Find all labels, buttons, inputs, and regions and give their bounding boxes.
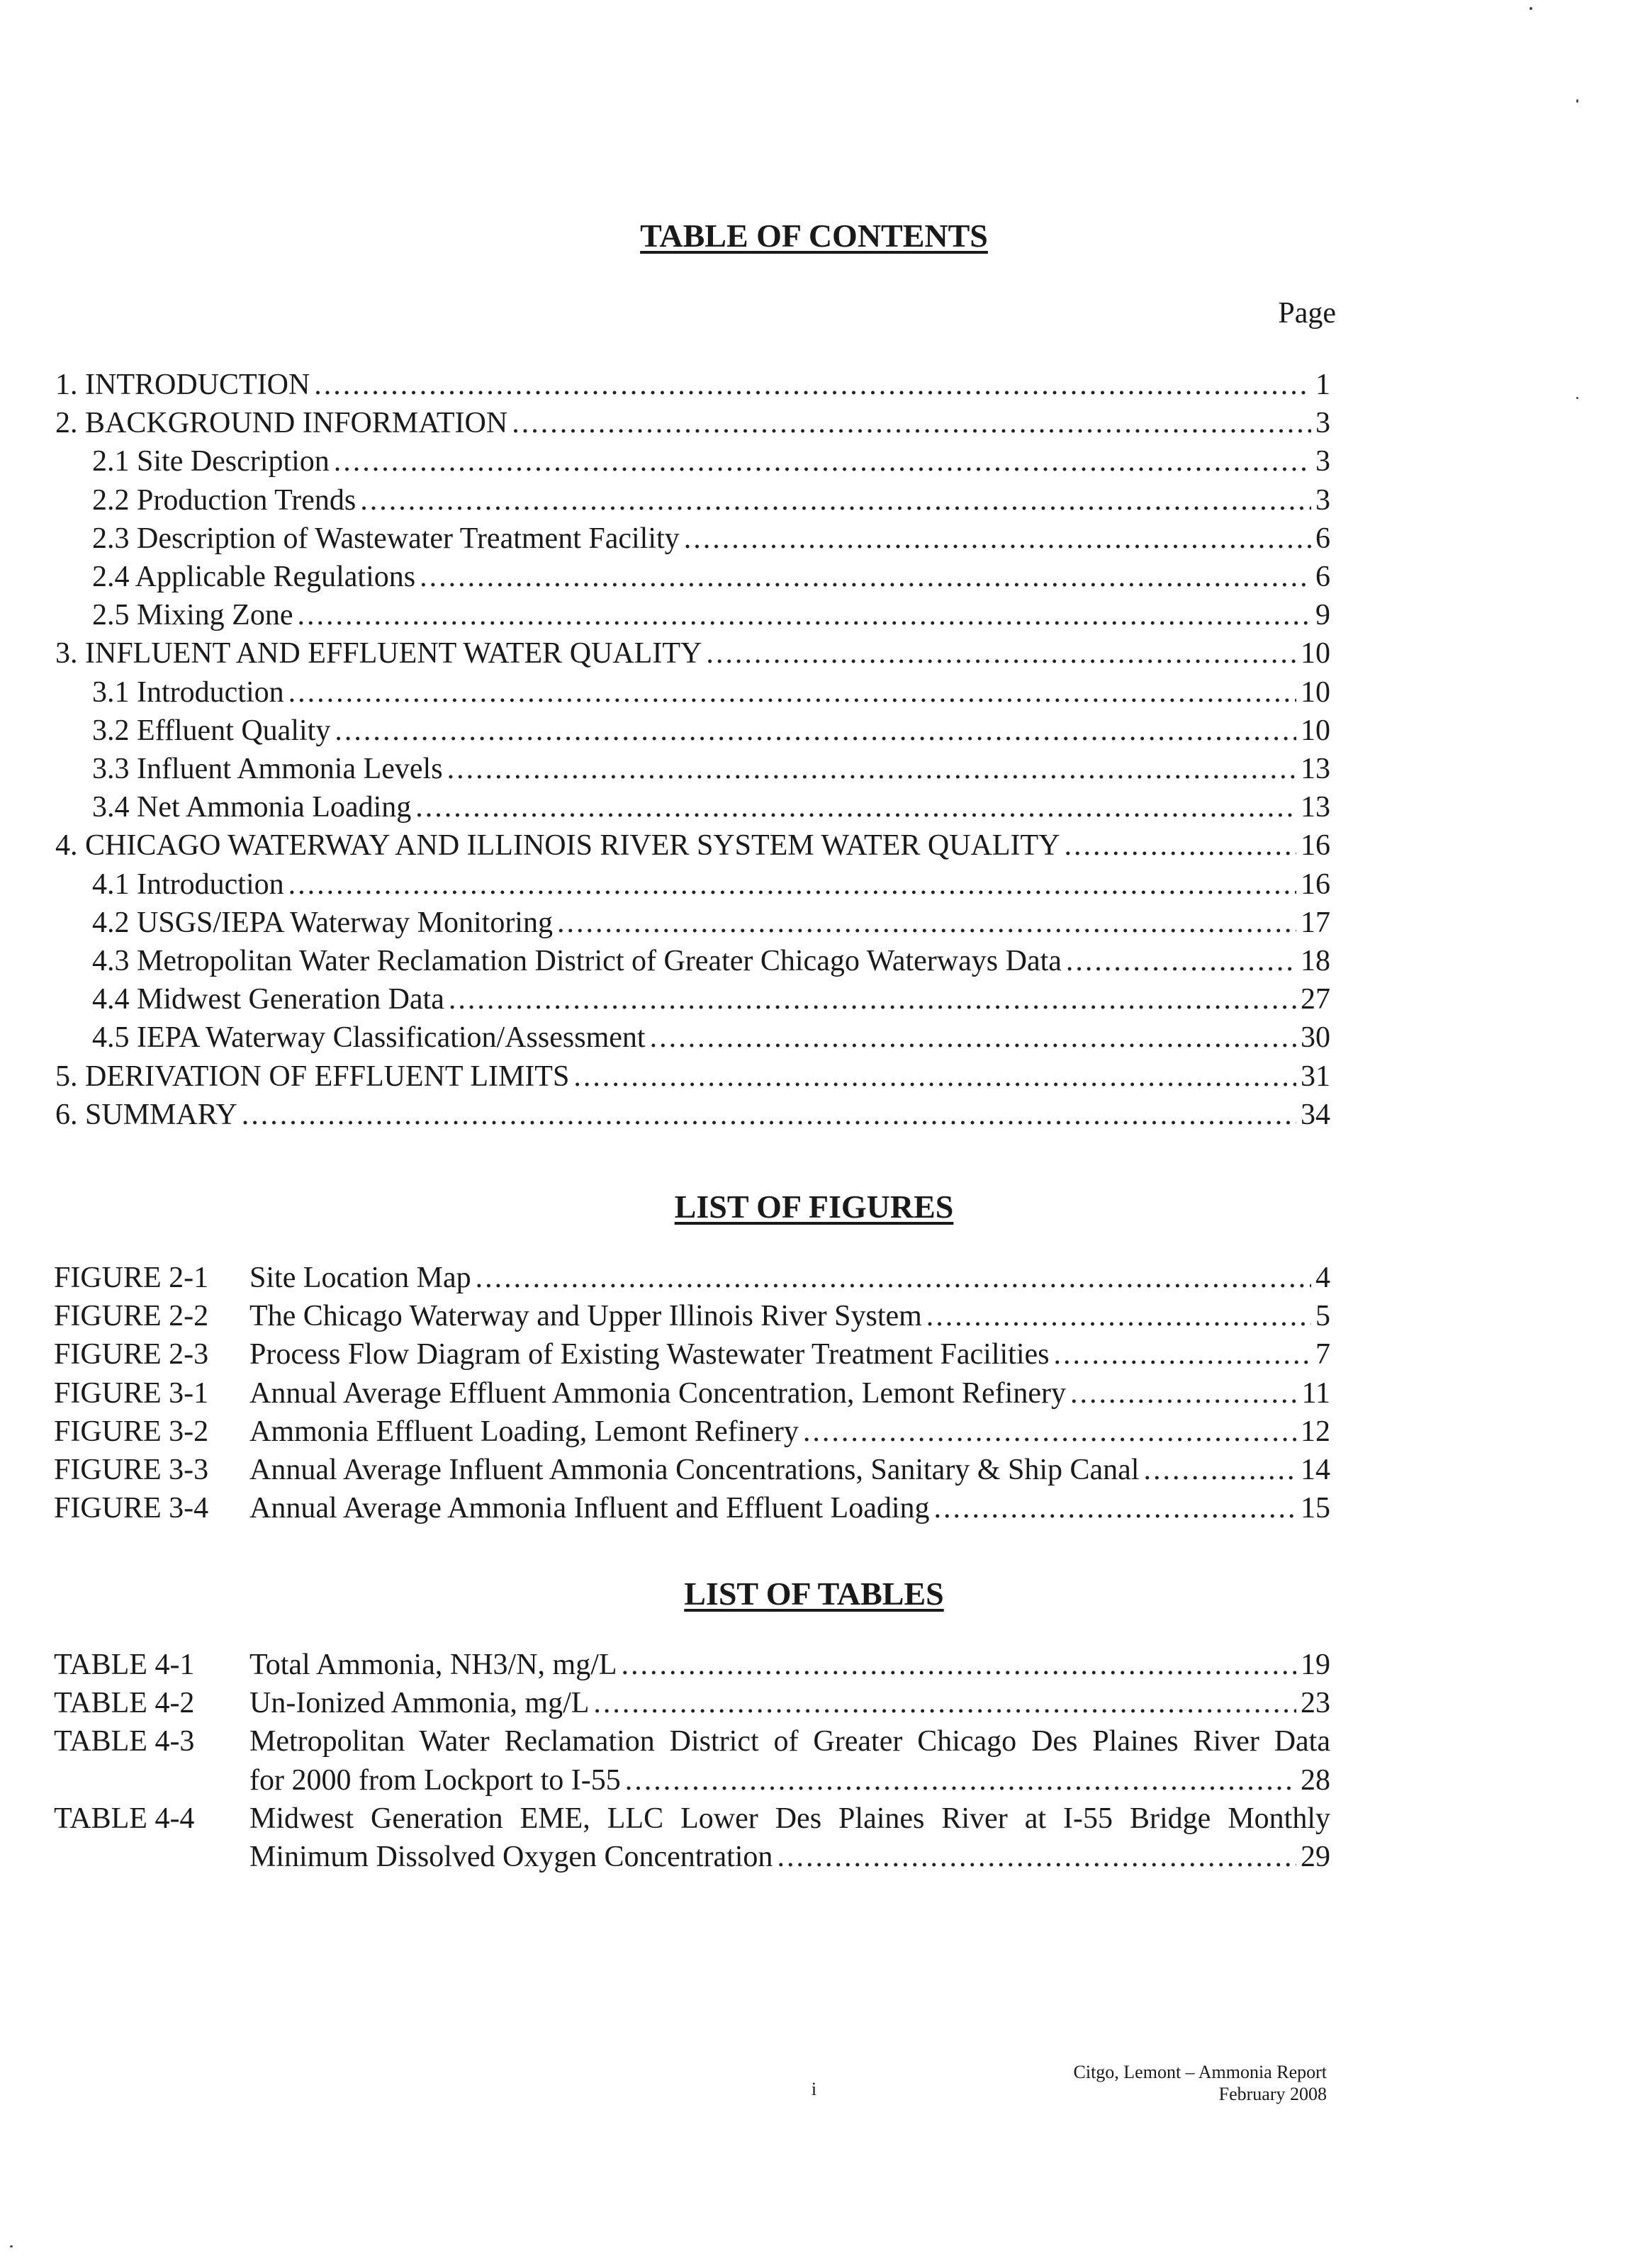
table-label: TABLE 4-1 xyxy=(54,1649,195,1681)
toc-entry-page: 1 xyxy=(1315,369,1330,401)
toc-entry-title: 4. CHICAGO WATERWAY AND ILLINOIS RIVER SYSTEM WATER QUALITY xyxy=(55,829,1060,863)
toc-entry-title: 1. INTRODUCTION xyxy=(55,369,310,401)
figure-entry xyxy=(249,1263,1330,1293)
toc-entry-page: 13 xyxy=(1301,753,1330,785)
figure-entry xyxy=(249,1376,1330,1410)
toc-entry-page: 13 xyxy=(1301,791,1330,824)
toc-subsection-entry xyxy=(92,485,1330,515)
scan-speck xyxy=(10,2245,13,2247)
figure-entry xyxy=(249,1417,1330,1447)
dot-leader xyxy=(288,870,1296,899)
table-title-line1: Metropolitan Water Reclamation District of Greater Chicago Des Plaines River Data xyxy=(249,1725,1330,1758)
footer-date: February 2008 xyxy=(1218,2084,1327,2105)
figure-entry xyxy=(249,1455,1330,1485)
dot-leader xyxy=(557,908,1296,938)
figure-page: 5 xyxy=(1315,1300,1330,1333)
dot-leader xyxy=(512,408,1311,438)
dot-leader xyxy=(625,1765,1296,1795)
toc-subsection-entry xyxy=(92,792,1330,822)
scan-speck xyxy=(1576,99,1578,103)
toc-subsection-entry xyxy=(92,984,1330,1014)
figure-page: 4 xyxy=(1315,1262,1330,1294)
toc-entry-title: 2.2 Production Trends xyxy=(92,483,357,517)
toc-entry-page: 16 xyxy=(1301,868,1330,901)
figure-entry xyxy=(249,1493,1330,1523)
toc-subsection-entry xyxy=(92,754,1330,784)
dot-leader xyxy=(622,1650,1296,1680)
table-title-line1: Midwest Generation EME, LLC Lower Des Plaines River at I-55 Bridge Monthly xyxy=(249,1802,1330,1835)
dot-leader xyxy=(314,370,1311,400)
toc-entry-page: 3 xyxy=(1315,483,1330,517)
toc-heading: TABLE OF CONTENTS xyxy=(640,218,988,254)
toc-entry-title: 2.4 Applicable Regulations xyxy=(92,561,416,593)
dot-leader xyxy=(777,1842,1296,1872)
toc-entry-title: 6. SUMMARY xyxy=(55,1098,237,1131)
dot-leader xyxy=(593,1688,1296,1718)
toc-section-entry xyxy=(55,1062,1330,1091)
toc-entry-title: 2.1 Site Description xyxy=(92,445,330,478)
toc-subsection-entry xyxy=(92,870,1330,899)
toc-entry-page: 16 xyxy=(1301,829,1330,863)
toc-entry-title: 4.3 Metropolitan Water Reclamation District of Greater Chicago Waterways Data xyxy=(92,945,1062,977)
figure-title: Process Flow Diagram of Existing Wastewater Treatment Facilities xyxy=(249,1338,1050,1371)
toc-entry-title: 3. INFLUENT AND EFFLUENT WATER QUALITY xyxy=(55,637,702,670)
dot-leader xyxy=(447,754,1296,784)
toc-entry-title: 3.3 Influent Ammonia Levels xyxy=(92,753,443,785)
dot-leader xyxy=(1143,1455,1296,1485)
scan-speck xyxy=(1529,7,1532,10)
toc-subsection-entry xyxy=(92,908,1330,938)
table-title: Un-Ionized Ammonia, mg/L xyxy=(249,1687,590,1720)
figure-label: FIGURE 2-1 xyxy=(54,1262,209,1294)
toc-entry-page: 18 xyxy=(1301,945,1330,977)
page-column-label: Page xyxy=(1278,297,1336,330)
toc-entry-page: 6 xyxy=(1315,522,1330,555)
toc-entry-page: 9 xyxy=(1315,599,1330,632)
figure-title: The Chicago Waterway and Upper Illinois River System xyxy=(249,1300,922,1333)
toc-entry-title: 2. BACKGROUND INFORMATION xyxy=(55,407,508,440)
dot-leader xyxy=(684,524,1311,554)
toc-entry-page: 3 xyxy=(1315,407,1330,440)
dot-leader xyxy=(420,562,1311,592)
figure-entry xyxy=(249,1301,1330,1331)
table-page: 19 xyxy=(1301,1649,1330,1681)
toc-entry-page: 3 xyxy=(1315,445,1330,478)
dot-leader xyxy=(926,1301,1311,1331)
dot-leader xyxy=(335,716,1296,746)
toc-section-entry xyxy=(55,370,1330,400)
dot-leader xyxy=(449,984,1296,1014)
toc-section-entry xyxy=(55,408,1330,438)
figure-label: FIGURE 3-1 xyxy=(54,1376,209,1410)
dot-leader xyxy=(288,678,1296,707)
dot-leader xyxy=(1070,1379,1298,1408)
scan-speck xyxy=(1576,397,1578,399)
dot-leader xyxy=(476,1263,1311,1293)
toc-entry-title: 4.4 Midwest Generation Data xyxy=(92,983,444,1016)
dot-leader xyxy=(297,600,1311,630)
figure-label: FIGURE 3-4 xyxy=(54,1492,209,1525)
figure-title: Annual Average Ammonia Influent and Effluent Loading xyxy=(249,1492,930,1525)
toc-entry-title: 4.1 Introduction xyxy=(92,868,284,901)
toc-entry-page: 34 xyxy=(1301,1098,1330,1131)
toc-entry-title: 4.2 USGS/IEPA Waterway Monitoring xyxy=(92,906,553,939)
figure-title: Ammonia Effluent Loading, Lemont Refinery xyxy=(249,1415,799,1448)
figure-title: Site Location Map xyxy=(249,1262,471,1294)
dot-leader xyxy=(650,1023,1296,1052)
dot-leader xyxy=(1065,831,1297,860)
figure-page: 14 xyxy=(1301,1454,1330,1486)
dot-leader xyxy=(573,1062,1296,1091)
dot-leader xyxy=(934,1493,1296,1523)
toc-subsection-entry xyxy=(92,1021,1330,1055)
toc-entry-title: 5. DERIVATION OF EFFLUENT LIMITS xyxy=(55,1060,570,1093)
table-title: Total Ammonia, NH3/N, mg/L xyxy=(249,1649,617,1681)
toc-entry-title: 4.5 IEPA Waterway Classification/Assessment xyxy=(92,1021,646,1055)
table-page: 29 xyxy=(1301,1841,1330,1873)
figure-title: Annual Average Influent Ammonia Concentrations, Sanitary & Ship Canal xyxy=(249,1454,1140,1486)
toc-subsection-entry xyxy=(92,447,1330,476)
toc-section-entry xyxy=(55,829,1330,863)
figure-page: 12 xyxy=(1301,1415,1330,1448)
toc-entry-page: 31 xyxy=(1301,1060,1330,1093)
figure-page: 11 xyxy=(1301,1376,1330,1410)
toc-subsection-entry xyxy=(92,600,1330,630)
toc-entry-title: 3.2 Effluent Quality xyxy=(92,714,331,747)
table-entry xyxy=(249,1842,1330,1872)
toc-subsection-entry xyxy=(92,716,1330,746)
dot-leader xyxy=(360,485,1311,515)
table-label: TABLE 4-3 xyxy=(54,1725,195,1758)
figure-label: FIGURE 3-3 xyxy=(54,1454,209,1486)
table-page: 23 xyxy=(1301,1687,1330,1720)
figure-label: FIGURE 2-2 xyxy=(54,1300,209,1333)
table-entry xyxy=(249,1688,1330,1718)
footer-report-title: Citgo, Lemont – Ammonia Report xyxy=(1073,2062,1327,2082)
toc-subsection-entry xyxy=(92,946,1330,976)
table-title: Minimum Dissolved Oxygen Concentration xyxy=(249,1841,773,1873)
toc-entry-title: 2.3 Description of Wastewater Treatment Facility xyxy=(92,522,680,555)
figure-page: 15 xyxy=(1301,1492,1330,1525)
toc-entry-page: 27 xyxy=(1301,983,1330,1016)
toc-entry-page: 10 xyxy=(1301,714,1330,747)
dot-leader xyxy=(334,447,1311,476)
dot-leader xyxy=(1054,1340,1311,1369)
dot-leader xyxy=(242,1100,1296,1130)
dot-leader xyxy=(803,1417,1296,1447)
toc-subsection-entry xyxy=(92,675,1330,709)
figure-label: FIGURE 3-2 xyxy=(54,1415,209,1448)
toc-section-entry xyxy=(55,1100,1330,1130)
toc-entry-title: 3.4 Net Ammonia Loading xyxy=(92,791,412,824)
dot-leader xyxy=(706,639,1296,668)
table-label: TABLE 4-4 xyxy=(54,1802,195,1835)
toc-entry-title: 2.5 Mixing Zone xyxy=(92,599,293,632)
tables-heading: LIST OF TABLES xyxy=(684,1576,944,1612)
toc-entry-page: 10 xyxy=(1301,637,1330,670)
toc-entry-title: 3.1 Introduction xyxy=(92,675,284,709)
figure-entry xyxy=(249,1340,1330,1369)
table-label: TABLE 4-2 xyxy=(54,1687,195,1720)
table-entry xyxy=(249,1650,1330,1680)
toc-entry-page: 10 xyxy=(1301,675,1330,709)
figure-title: Annual Average Effluent Ammonia Concentration, Lemont Refinery xyxy=(249,1376,1066,1410)
table-entry xyxy=(249,1765,1330,1795)
dot-leader xyxy=(415,792,1296,822)
footer-page-number: i xyxy=(811,2079,817,2099)
figures-heading: LIST OF FIGURES xyxy=(674,1189,954,1225)
figure-label: FIGURE 2-3 xyxy=(54,1338,209,1371)
toc-entry-page: 6 xyxy=(1315,561,1330,593)
dot-leader xyxy=(1066,946,1296,976)
toc-entry-page: 30 xyxy=(1301,1021,1330,1055)
table-title: for 2000 from Lockport to I-55 xyxy=(249,1763,621,1797)
toc-subsection-entry xyxy=(92,524,1330,554)
table-page: 28 xyxy=(1301,1763,1330,1797)
figure-page: 7 xyxy=(1315,1338,1330,1371)
toc-entry-page: 17 xyxy=(1301,906,1330,939)
toc-section-entry xyxy=(55,639,1330,668)
toc-subsection-entry xyxy=(92,562,1330,592)
